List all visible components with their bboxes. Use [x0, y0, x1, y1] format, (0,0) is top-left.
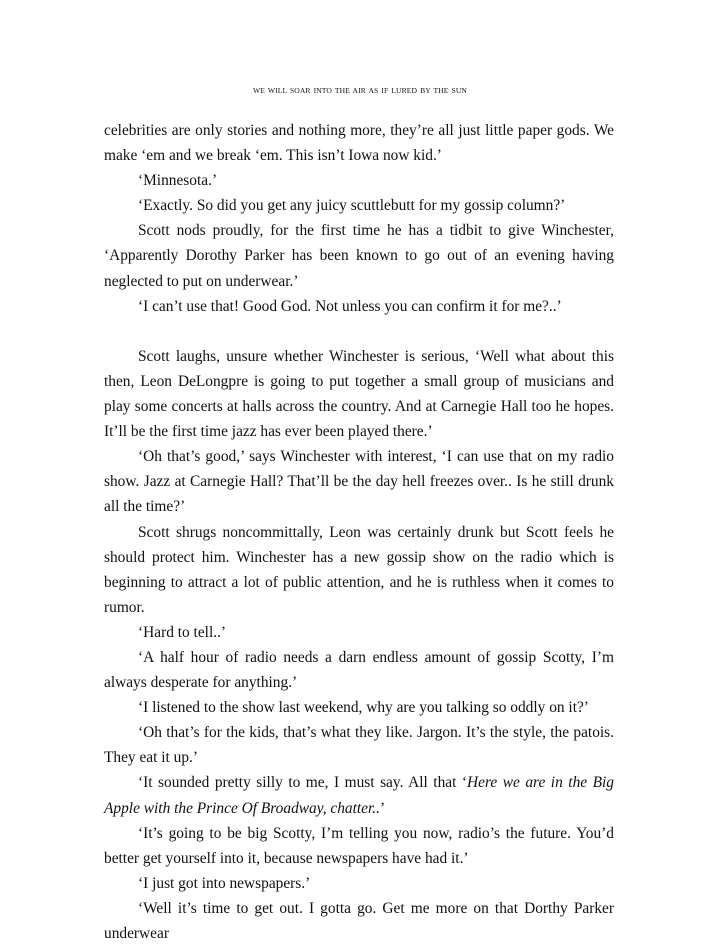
paragraph-text-before: ‘It sounded pretty silly to me, I must say. All that ‘ [138, 774, 468, 792]
paragraph: ‘I just got into newspapers.’ [138, 874, 311, 892]
paragraph: ‘Well it’s time to get out. I gotta go. Get me more on that Dorthy Parker underwear [104, 899, 614, 942]
running-header: WE WILL SOAR INTO THE AIR AS IF LURED BY THE SUN [252, 86, 467, 95]
paragraph: ‘Oh that’s good,’ says Winchester with interest, ‘I can use that on my radio show. Jazz at Carnegie Hall? That’ll be the day hell freezes over.. Is he still drunk all the time?’ [104, 448, 614, 516]
paragraph: Scott nods proudly, for the first time he has a tidbit to give Winchester, ‘Apparently Dorothy Parker has been known to go out of an evening having neglected to put on underwear.’ [104, 222, 614, 290]
paragraph-text-after: ’ [380, 799, 386, 817]
paragraph: ‘Hard to tell..’ [138, 623, 227, 641]
paragraph: ‘I can’t use that! Good God. Not unless you can confirm it for me?..’ [138, 297, 562, 315]
paragraph: Scott laughs, unsure whether Winchester is serious, ‘Well what about this then, Leon DeLongpre is going to put together a small group of musicians and play some concerts at halls across the country. And at Carnegie Hall too he hopes. It’ll be the first time jazz has ever been played there.’ [104, 347, 614, 441]
paragraph: ‘Exactly. So did you get any juicy scuttlebutt for my gossip column?’ [138, 197, 566, 215]
paragraph-with-italic-quote [104, 770, 614, 820]
paragraph: ‘A half hour of radio needs a darn endless amount of gossip Scotty, I’m always desperate for anything.’ [104, 648, 614, 692]
paragraph: ‘It’s going to be big Scotty, I’m telling you now, radio’s the future. You’d better get yourself into it, because newspapers have had it.’ [104, 824, 614, 867]
paragraph: celebrities are only stories and nothing more, they’re all just little paper gods. We make ‘em and we break ‘em. This isn’t Iowa now kid.’ [104, 122, 614, 165]
paragraph: ‘I listened to the show last weekend, why are you talking so oddly on it?’ [138, 699, 589, 717]
italic-quote: Here we are in the Big Apple with the Prince Of Broadway, chatter.. [104, 774, 614, 817]
paragraph: Scott shrugs noncommittally, Leon was certainly drunk but Scott feels he should protect him. Winchester has a new gossip show on the radio which is beginning to attract a lot of public attention, and he is ruthless when it comes to rumor. [104, 523, 614, 616]
paragraph: ‘Minnesota.’ [138, 172, 218, 190]
page-body [104, 118, 614, 946]
blank-line [104, 319, 614, 344]
paragraph: ‘Oh that’s for the kids, that’s what they like. Jargon. It’s the style, the patois. They eat it up.’ [104, 724, 614, 767]
